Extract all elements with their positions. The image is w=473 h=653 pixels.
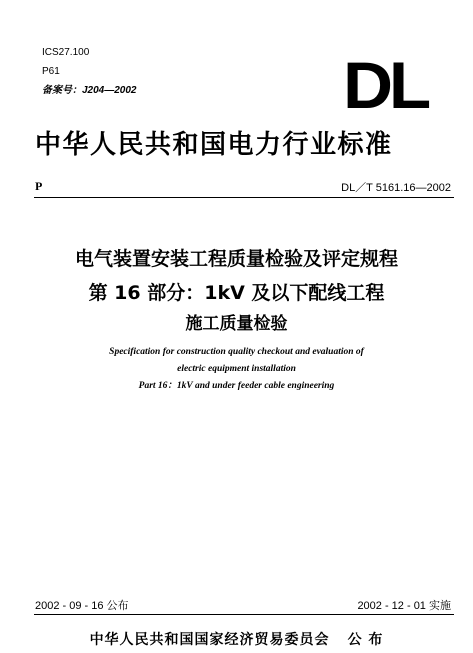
classification-code: P61 xyxy=(42,66,60,77)
standard-title: 中华人民共和国电力行业标准 xyxy=(35,130,393,160)
standard-code: DL／T 5161.16—2002 xyxy=(341,182,451,194)
title-cn-line3: 施工质量检验 xyxy=(185,314,288,334)
title-cn-line1: 电气装置安装工程质量检验及评定规程 xyxy=(74,248,398,270)
header-divider xyxy=(34,197,454,198)
footer-divider xyxy=(34,614,454,615)
title-en-line2: electric equipment installation xyxy=(177,364,296,374)
title-en-line3: Part 16：1kV and under feeder cable engineering xyxy=(138,381,335,391)
effective-date: 2002 - 12 - 01 实施 xyxy=(357,600,451,612)
title-en-line1: Specification for construction quality checkout and evaluation of xyxy=(109,347,364,357)
issue-date: 2002 - 09 - 16 公布 xyxy=(35,600,129,612)
dl-logo: DL xyxy=(343,48,427,122)
issuer xyxy=(0,629,473,649)
issuer-action: 公 布 xyxy=(347,632,384,648)
issuer-name: 中华人民共和国国家经济贸易委员会 xyxy=(89,632,330,648)
title-cn-line2: 第 16 部分：1kV 及以下配线工程 xyxy=(88,282,385,304)
ics-code: ICS27.100 xyxy=(42,47,90,58)
record-number: 备案号：J204—2002 xyxy=(42,85,137,96)
category-letter: P xyxy=(35,179,43,193)
